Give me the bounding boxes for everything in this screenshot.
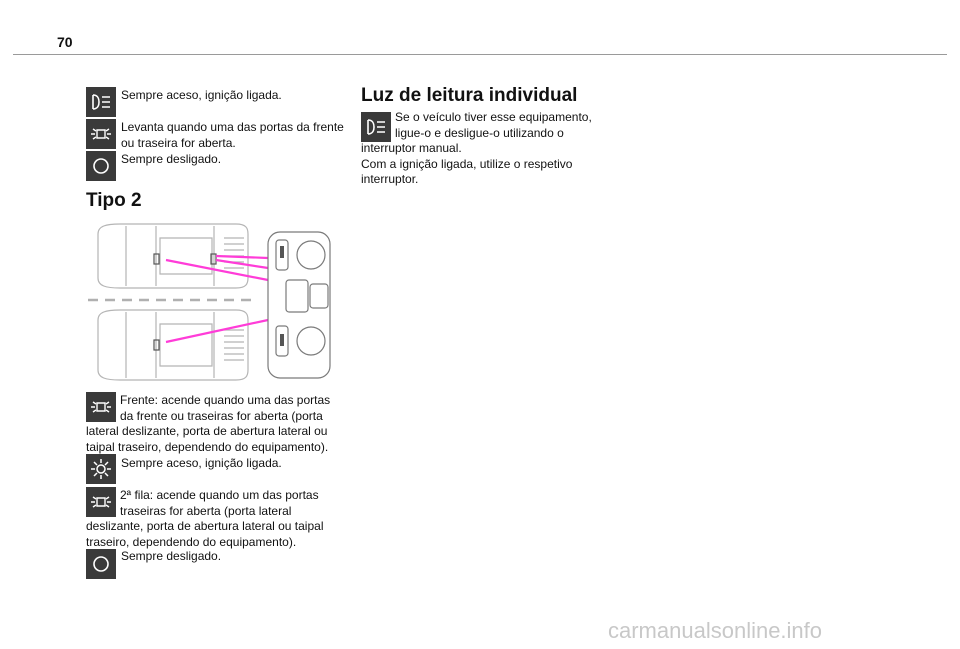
- item-always-on: Sempre aceso, ignição ligada.: [121, 88, 282, 102]
- section-heading-tipo2: Tipo 2: [86, 190, 142, 211]
- light-off-icon: [86, 151, 116, 181]
- item-second-row: 2ª fila: acende quando um das portas traseiras for aberta (porta lateral deslizante, porta de abertura lateral ou taipal traseiro, dependendo do equipamento).: [86, 488, 324, 549]
- vehicle-lighting-diagram: [86, 222, 356, 390]
- item-always-off-2: Sempre desligado.: [121, 549, 222, 563]
- light-off-icon-2: [86, 549, 116, 579]
- sun-light-icon: [86, 454, 116, 484]
- watermark: carmanualsonline.info: [608, 618, 823, 643]
- top-divider: [13, 54, 947, 55]
- item-always-on-2: Sempre aceso, ignição ligada.: [121, 456, 282, 470]
- item-door-open: Levanta quando uma das portas da frente ou traseira for aberta.: [121, 120, 344, 150]
- light-on-icon: [86, 87, 116, 117]
- reading-light-description: Se o veículo tiver esse equipamento, ligue-o e desligue-o utilizando o interruptor manual. Com a ignição ligada, utilize o respetivo interruptor.: [361, 110, 592, 186]
- page-number: 70: [57, 34, 73, 50]
- item-front-doors: Frente: acende quando uma das portas da frente ou traseiras for aberta (porta lateral deslizante, porta de abertura lateral ou taipal traseiro, dependendo do equipamento).: [86, 393, 331, 454]
- item-always-off: Sempre desligado.: [121, 152, 222, 166]
- door-light-icon: [86, 119, 116, 149]
- section-heading-reading-light: Luz de leitura individual: [361, 85, 578, 106]
